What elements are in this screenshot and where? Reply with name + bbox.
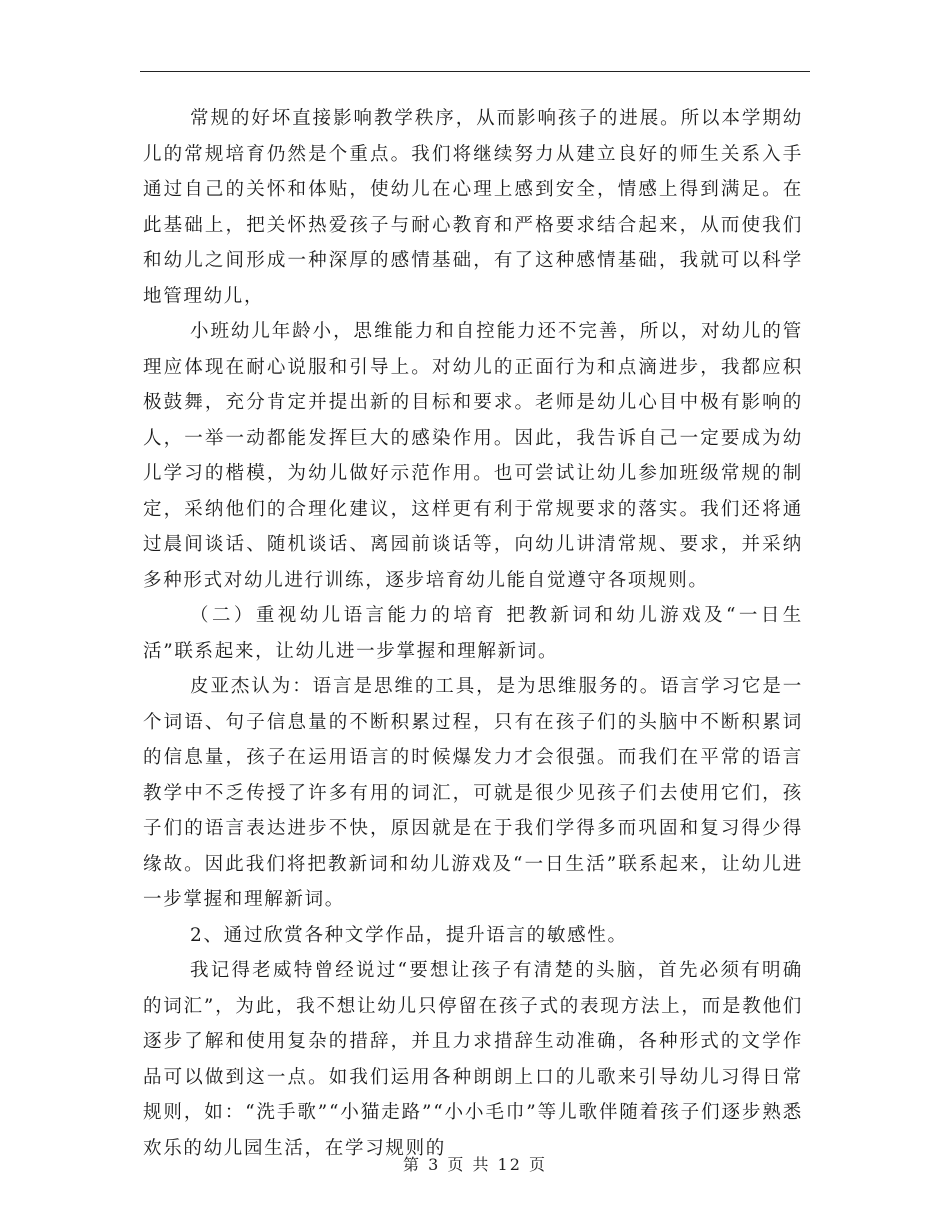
header-rule [140, 71, 810, 72]
paragraph-management: 小班幼儿年龄小，思维能力和自控能力还不完善，所以，对幼儿的管理应体现在耐心说服和引导上。对幼儿的正面行为和点滴进步，我都应积极鼓舞，充分肯定并提出新的目标和要求。老师是幼儿心目中极有影响的人，一举一动都能发挥巨大的感染作用。因此，我告诉自己一定要成为幼儿学习的楷模，为幼儿做好示范作用。也可尝试让幼儿参加班级常规的制定，采纳他们的合理化建议，这样更有利于常规要求的落实。我们还将通过晨间谈话、随机谈话、离园前谈话等，向幼儿讲清常规、要求，并采纳多种形式对幼儿进行训练，逐步培育幼儿能自觉遵守各项规则。 [143, 321, 803, 591]
paragraph-piaget: 皮亚杰认为：语言是思维的工具，是为思维服务的。语言学习它是一个词语、句子信息量的不断积累过程，只有在孩子们的头脑中不断积累词的信息量，孩子在运用语言的时候爆发力才会很强。而我们在平常的语言教学中不乏传授了许多有用的词汇，可就是很少见孩子们去使用它们，孩子们的语言表达进步不快，原因就是在于我们学得多而巩固和复习得少得缘故。因此我们将把教新词和幼儿游戏及“一日生活”联系起来，让幼儿进一步掌握和理解新词。 [143, 676, 803, 910]
section-heading-literature: 2、通过欣赏各种文学作品，提升语言的敏感性。 [190, 924, 628, 946]
paragraph-witte: 我记得老威特曾经说过“要想让孩子有清楚的头脑，首先必须有明确的词汇”，为此，我不想让幼儿只停留在孩子式的表现方法上，而是教他们逐步了解和使用复杂的措辞，并且力求措辞生动准确，各种形式的文学作品可以做到这一点。如我们运用各种朗朗上口的儿歌来引导幼儿习得日常规则，如：“洗手歌”“小猫走路”“小小毛巾”等儿歌伴随着孩子们逐步熟悉欢乐的幼儿园生活，在学习规则的 [143, 960, 803, 1159]
page-footer: 第 3 页 共 12 页 [403, 1155, 547, 1174]
document-body [143, 101, 803, 1166]
paragraph-routine: 常规的好坏直接影响教学秩序，从而影响孩子的进展。所以本学期幼儿的常规培育仍然是个重点。我们将继续努力从建立良好的师生关系入手通过自己的关怀和体贴，使幼儿在心理上感到安全，情感上得到满足。在此基础上，把关怀热爱孩子与耐心教育和严格要求结合起来，从而使我们和幼儿之间形成一种深厚的感情基础，有了这种感情基础，我就可以科学地管理幼儿， [143, 108, 803, 307]
section-heading-language: （二）重视幼儿语言能力的培育 把教新词和幼儿游戏及“一日生活”联系起来，让幼儿进一步掌握和理解新词。 [143, 605, 803, 662]
